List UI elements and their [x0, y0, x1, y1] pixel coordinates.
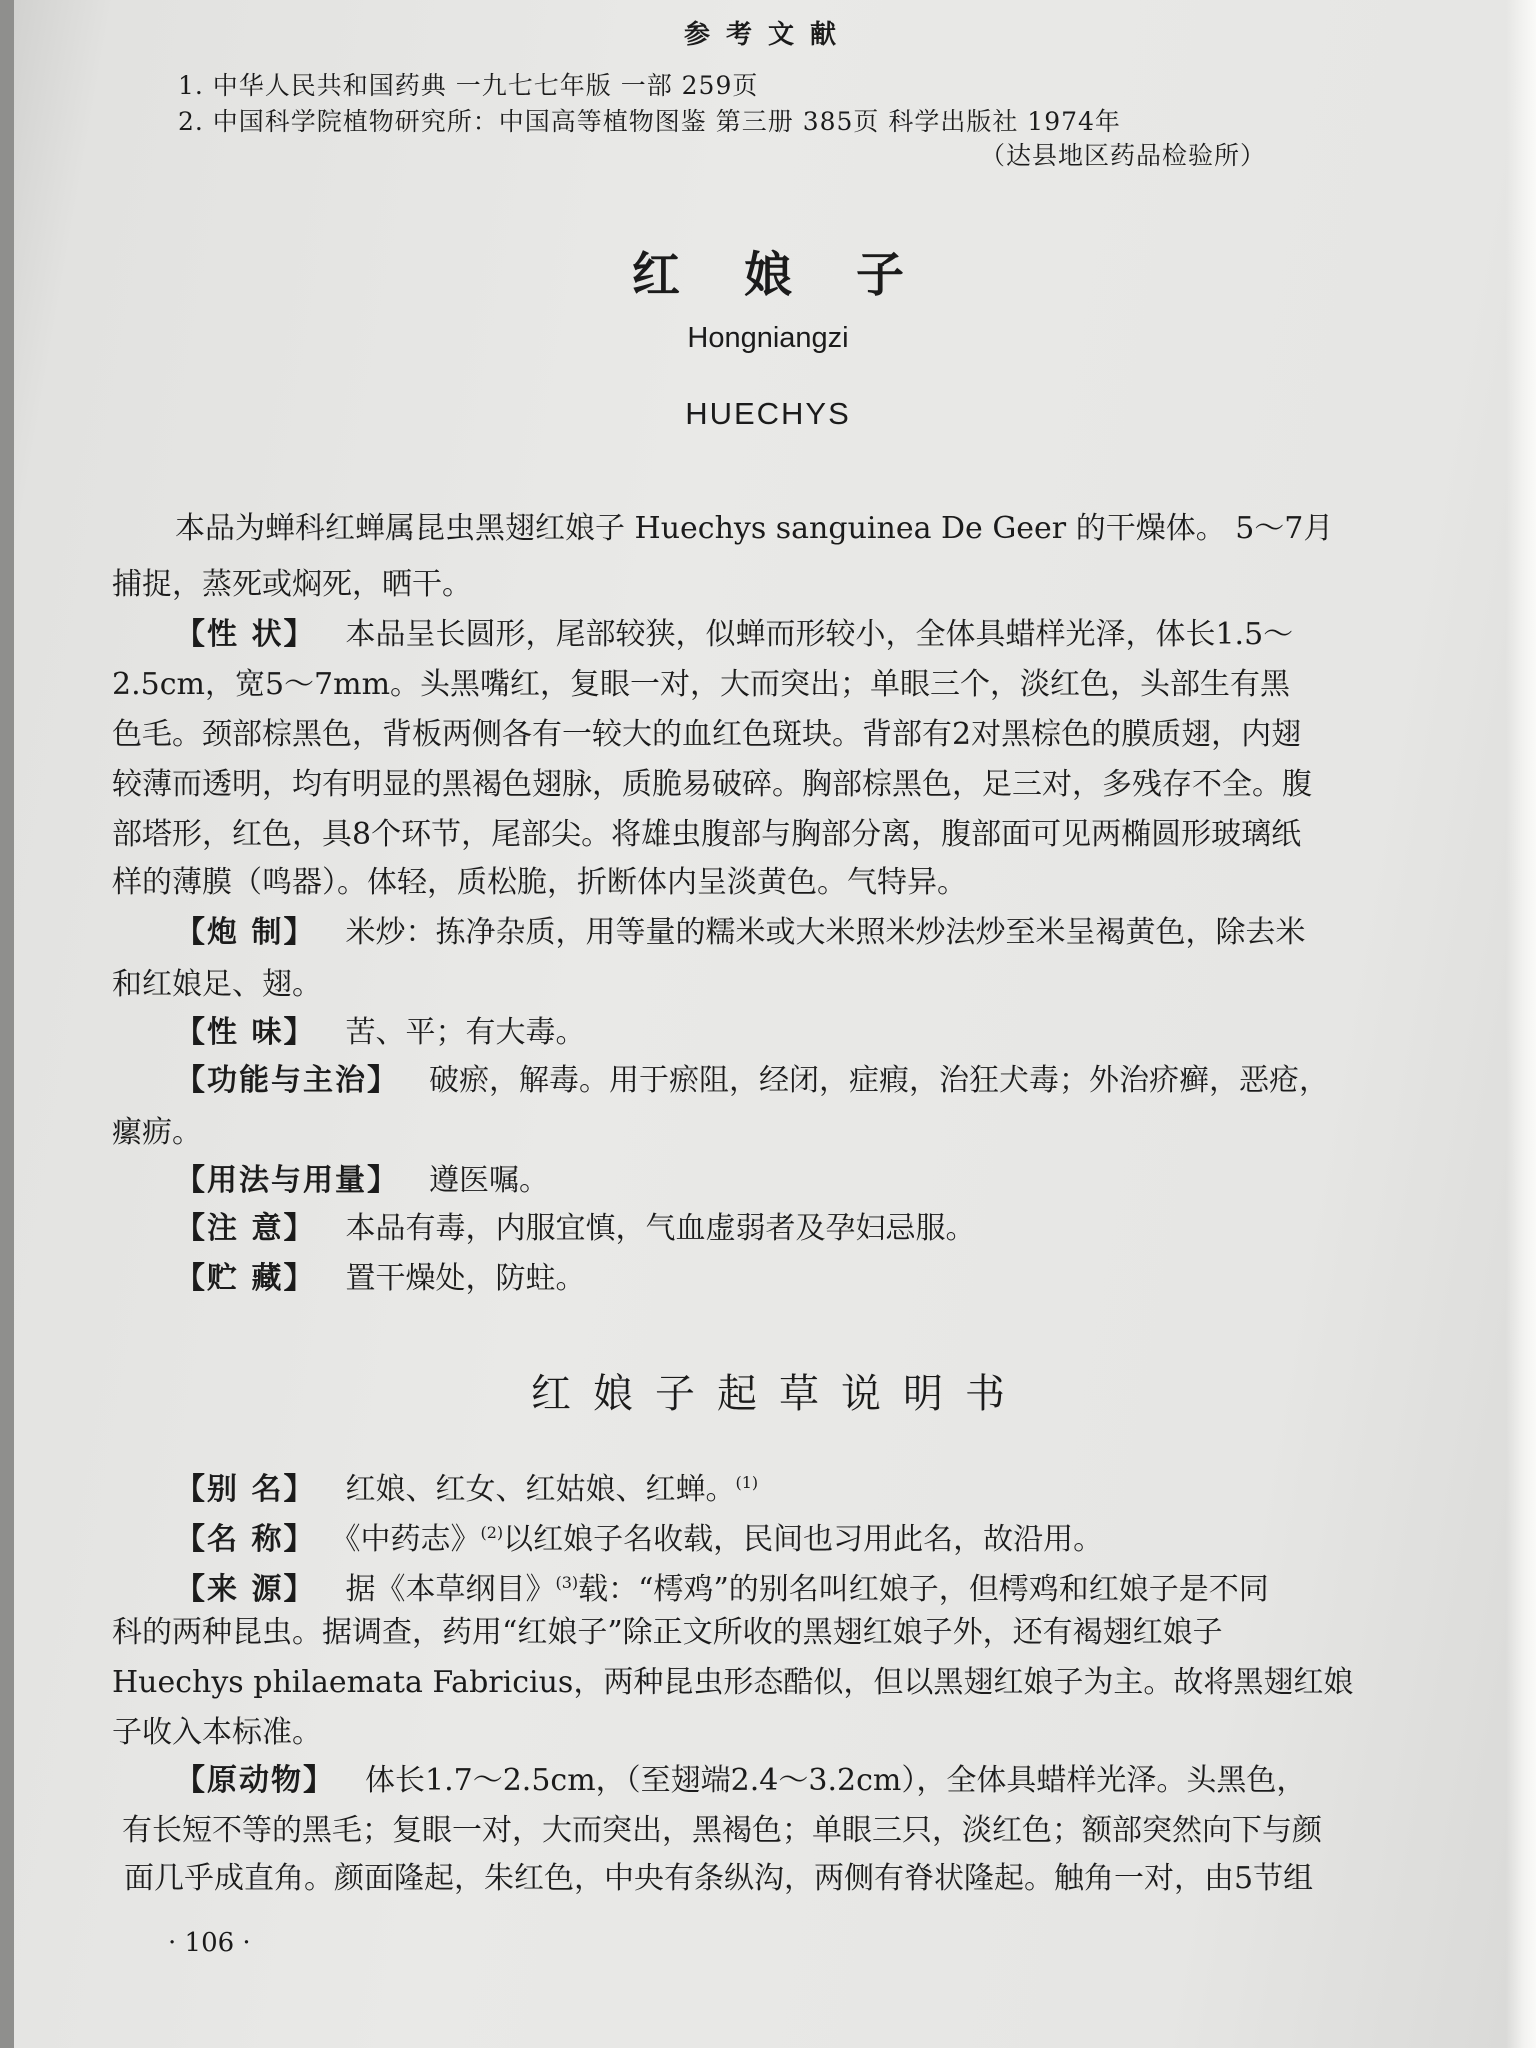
origin-line-2: 科的两种昆虫。据调查，药用“红娘子”除正文所收的黑翅红娘子外，还有褐翅红娘子 — [112, 1615, 1223, 1650]
usage-line — [175, 1158, 1424, 1204]
description-label: 【性 状】 — [175, 617, 316, 652]
origin-line-4: 子收入本标准。 — [112, 1715, 322, 1750]
description-line-1 — [175, 612, 1424, 658]
intro-line-2: 捕捉，蒸死或焖死，晒干。 — [112, 567, 472, 602]
name-line — [175, 1510, 1424, 1556]
processing-line-2: 和红娘足、翅。 — [112, 967, 322, 1002]
name-text-a: 《中药志》 — [345, 1522, 481, 1556]
origin-text-b: 载：“樗鸡”的别名叫红娘子，但樗鸡和红娘子是不同 — [578, 1572, 1269, 1606]
usage-text: 遵医嘱。 — [429, 1163, 549, 1198]
origin-label: 【来 源】 — [175, 1572, 316, 1606]
intro-line-1: 本品为蝉科红蝉属昆虫黑翅红娘子 Huechys sanguinea De Geer 的干燥体。 5～7月 — [175, 511, 1334, 546]
origin-text-a: 据《本草纲目》 — [345, 1572, 556, 1606]
alias-label: 【别 名】 — [175, 1472, 316, 1506]
alias-line — [175, 1460, 1424, 1506]
storage-label: 【贮 藏】 — [175, 1261, 316, 1296]
storage-line — [175, 1256, 1424, 1302]
processing-text: 米炒：拣净杂质，用等量的糯米或大米照米炒法炒至米呈褐黄色，除去米 — [345, 915, 1306, 950]
description-text: 本品呈长圆形，尾部较狭，似蝉而形较小，全体具蜡样光泽，体长1.5～ — [345, 617, 1294, 652]
origin-line-3: Huechys philaemata Fabricius，两种昆虫形态酷似，但以黑翅红娘子为主。故将黑翅红娘 — [112, 1665, 1354, 1700]
page-number: · 106 · — [168, 1928, 251, 1958]
processing-line-1 — [175, 910, 1424, 956]
caution-line — [175, 1206, 1424, 1252]
animal-text: 体长1.7～2.5cm，（至翅端2.4～3.2cm），全体具蜡样光泽。头黑色， — [365, 1763, 1307, 1798]
alias-text: 红娘、红女、红姑娘、红蝉。 — [345, 1472, 736, 1506]
animal-line-2: 有长短不等的黑毛；复眼一对，大而突出，黑褐色；单眼三只，淡红色；额部突然向下与颜 — [122, 1813, 1322, 1848]
description-line-2: 2.5cm，宽5～7mm。头黑嘴红，复眼一对，大而突出；单眼三个，淡红色，头部生有黑 — [112, 667, 1291, 702]
scan-edge — [0, 0, 14, 2048]
explanation-title: 红娘子起草说明书 — [531, 1371, 1027, 1417]
function-text: 破瘀，解毒。用于瘀阻，经闭，症瘕，治狂犬毒；外治疥癣，恶疮， — [429, 1063, 1329, 1098]
origin-line-1 — [175, 1560, 1424, 1606]
animal-label: 【原动物】 — [175, 1763, 335, 1798]
origin-note: (3) — [555, 1573, 579, 1592]
animal-line-3: 面几乎成直角。颜面隆起，朱红色，中央有条纵沟，两侧有脊状隆起。触角一对，由5节组 — [124, 1861, 1314, 1896]
references-heading: 参考文献 — [683, 20, 852, 50]
storage-text: 置干燥处，防蛀。 — [345, 1261, 586, 1296]
page-fold-highlight — [1506, 0, 1536, 2048]
reference-item-2: 2. 中国科学院植物研究所：中国高等植物图鉴 第三册 385页 科学出版社 1974年 — [178, 107, 1121, 136]
processing-label: 【炮 制】 — [175, 915, 316, 950]
usage-label: 【用法与用量】 — [175, 1163, 399, 1198]
taste-label: 【性 味】 — [175, 1015, 316, 1050]
taste-text: 苦、平；有大毒。 — [345, 1015, 586, 1050]
description-line-4: 较薄而透明，均有明显的黑褐色翅脉，质脆易破碎。胸部棕黑色，足三对，多残存不全。腹 — [112, 767, 1312, 802]
name-label: 【名 称】 — [175, 1522, 316, 1556]
function-line-1 — [175, 1058, 1424, 1104]
function-label: 【功能与主治】 — [175, 1063, 399, 1098]
caution-text: 本品有毒，内服宜慎，气血虚弱者及孕妇忌服。 — [345, 1211, 976, 1246]
function-line-2: 瘰疬。 — [112, 1115, 202, 1150]
description-line-5: 部塔形，红色，具8个环节，尾部尖。将雄虫腹部与胸部分离，腹部面可见两椭圆形玻璃纸 — [112, 817, 1302, 852]
animal-line-1 — [175, 1758, 1424, 1804]
alias-note: (1) — [735, 1473, 759, 1492]
reference-source: （达县地区药品检验所） — [979, 141, 1266, 170]
name-text-b: 以红娘子名收载，民间也习用此名，故沿用。 — [503, 1522, 1104, 1556]
name-note: (2) — [480, 1523, 504, 1542]
taste-line — [175, 1010, 1424, 1056]
reference-item-1: 1. 中华人民共和国药典 一九七七年版 一部 259页 — [178, 71, 759, 100]
monograph-pinyin: Hongniangzi — [687, 322, 849, 354]
description-line-3: 色毛。颈部棕黑色，背板两侧各有一较大的血红色斑块。背部有2对黑棕色的膜质翅，内翅 — [112, 717, 1302, 752]
description-line-6: 样的薄膜（鸣器）。体轻，质松脆，折断体内呈淡黄色。气特异。 — [112, 865, 967, 900]
monograph-title: 红娘子 — [631, 247, 968, 303]
monograph-latin-name: HUECHYS — [685, 396, 851, 431]
caution-label: 【注 意】 — [175, 1211, 316, 1246]
